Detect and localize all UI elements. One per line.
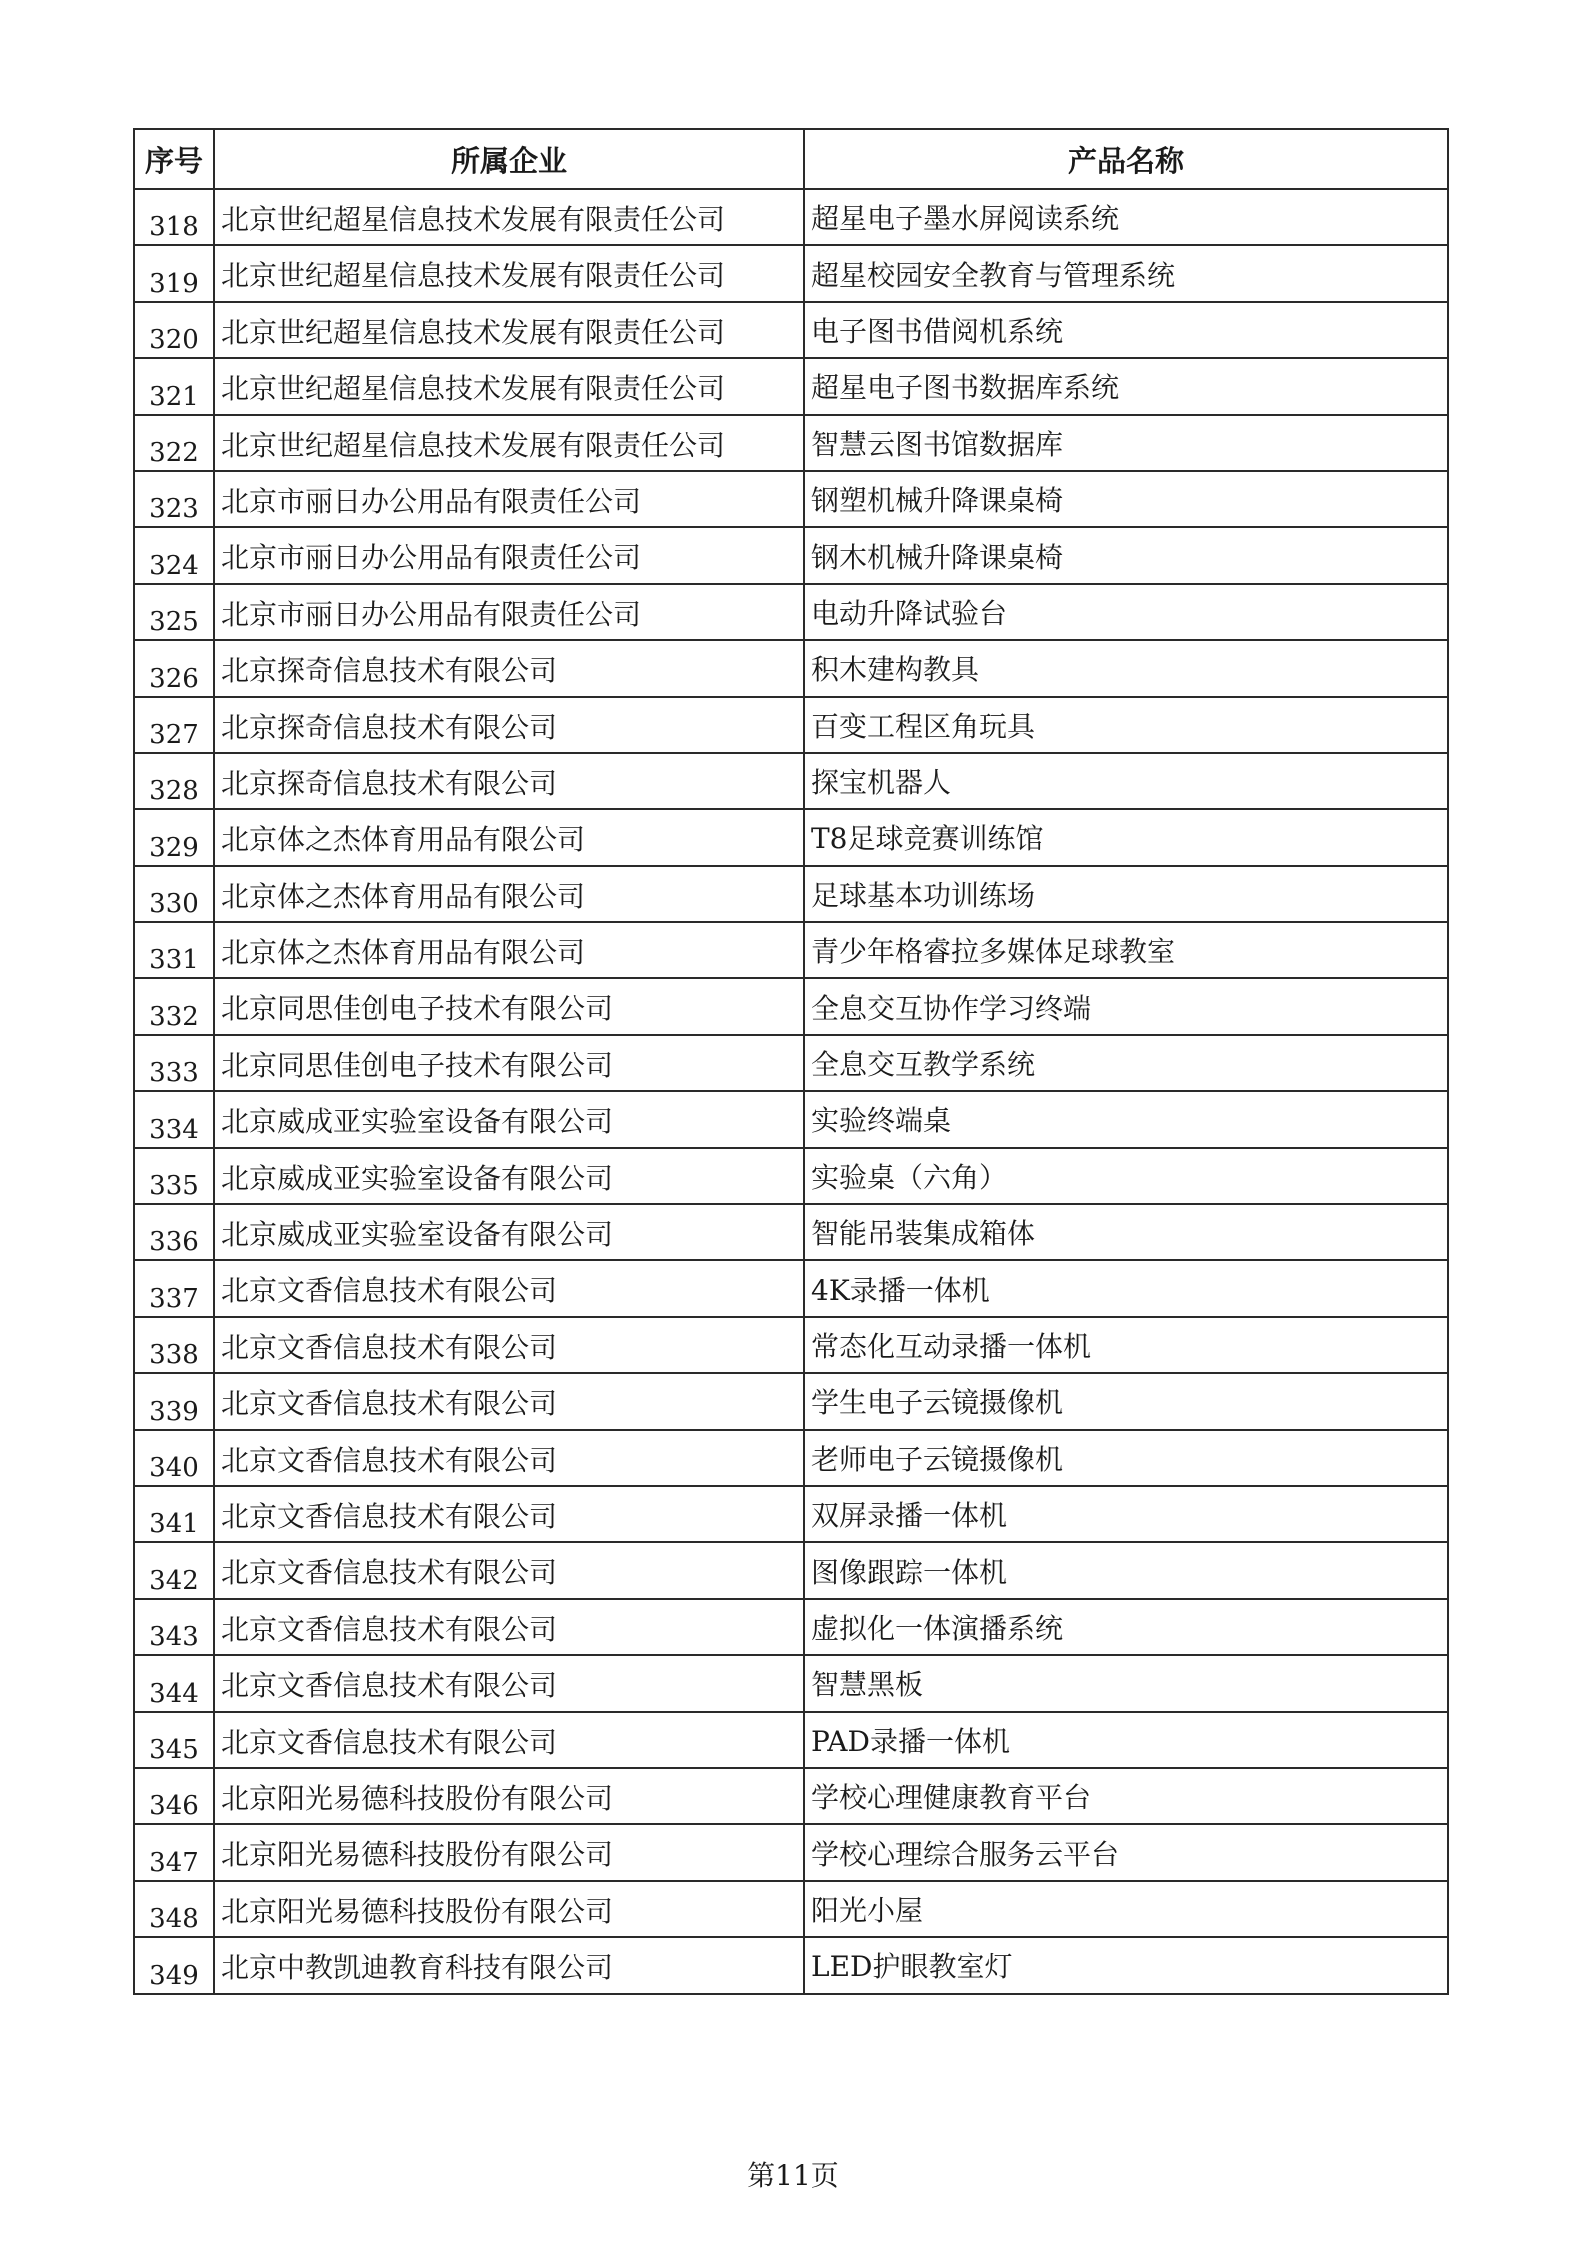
company-cell: 北京文香信息技术有限公司	[214, 1430, 804, 1486]
serial-number-cell: 348	[134, 1881, 214, 1937]
serial-number-cell: 331	[134, 922, 214, 978]
table-row	[134, 809, 1448, 865]
table-row	[134, 978, 1448, 1034]
serial-number-cell: 339	[134, 1373, 214, 1429]
product-name-cell: 足球基本功训练场	[804, 866, 1448, 922]
product-name-cell: 学生电子云镜摄像机	[804, 1373, 1448, 1429]
product-name-cell: 青少年格睿拉多媒体足球教室	[804, 922, 1448, 978]
serial-number-cell: 323	[134, 471, 214, 527]
table-row	[134, 584, 1448, 640]
company-cell: 北京威成亚实验室设备有限公司	[214, 1091, 804, 1147]
table-row	[134, 527, 1448, 583]
serial-number-cell: 349	[134, 1937, 214, 1993]
table-row	[134, 1204, 1448, 1260]
company-cell: 北京探奇信息技术有限公司	[214, 697, 804, 753]
serial-number-cell: 344	[134, 1655, 214, 1711]
serial-number-cell: 347	[134, 1824, 214, 1880]
header-company: 所属企业	[214, 129, 804, 189]
serial-number-cell: 334	[134, 1091, 214, 1147]
company-cell: 北京探奇信息技术有限公司	[214, 640, 804, 696]
company-cell: 北京世纪超星信息技术发展有限责任公司	[214, 245, 804, 301]
product-name-cell: 学校心理综合服务云平台	[804, 1824, 1448, 1880]
table-row	[134, 753, 1448, 809]
product-name-cell: 超星校园安全教育与管理系统	[804, 245, 1448, 301]
company-cell: 北京世纪超星信息技术发展有限责任公司	[214, 189, 804, 245]
product-name-cell: 全息交互协作学习终端	[804, 978, 1448, 1034]
serial-number-cell: 333	[134, 1035, 214, 1091]
table-row	[134, 1542, 1448, 1598]
product-name-cell: 常态化互动录播一体机	[804, 1317, 1448, 1373]
table-row	[134, 1599, 1448, 1655]
product-table	[133, 128, 1449, 1995]
table-row	[134, 1486, 1448, 1542]
table-row	[134, 1091, 1448, 1147]
serial-number-cell: 322	[134, 415, 214, 471]
table-row	[134, 358, 1448, 414]
serial-number-cell: 327	[134, 697, 214, 753]
company-cell: 北京体之杰体育用品有限公司	[214, 866, 804, 922]
table-row	[134, 1655, 1448, 1711]
product-name-cell: 百变工程区角玩具	[804, 697, 1448, 753]
product-name-cell: 全息交互教学系统	[804, 1035, 1448, 1091]
product-name-cell: 实验终端桌	[804, 1091, 1448, 1147]
serial-number-cell: 338	[134, 1317, 214, 1373]
table-body	[134, 189, 1448, 1994]
company-cell: 北京阳光易德科技股份有限公司	[214, 1768, 804, 1824]
table-row	[134, 1260, 1448, 1316]
company-cell: 北京同思佳创电子技术有限公司	[214, 1035, 804, 1091]
company-cell: 北京体之杰体育用品有限公司	[214, 809, 804, 865]
company-cell: 北京中教凯迪教育科技有限公司	[214, 1937, 804, 1993]
product-name-cell: 实验桌（六角）	[804, 1148, 1448, 1204]
product-name-cell: 智能吊装集成箱体	[804, 1204, 1448, 1260]
serial-number-cell: 321	[134, 358, 214, 414]
table-row	[134, 189, 1448, 245]
serial-number-cell: 337	[134, 1260, 214, 1316]
serial-number-cell: 319	[134, 245, 214, 301]
product-name-cell: 电子图书借阅机系统	[804, 302, 1448, 358]
table-row	[134, 1148, 1448, 1204]
product-name-cell: 智慧黑板	[804, 1655, 1448, 1711]
company-cell: 北京体之杰体育用品有限公司	[214, 922, 804, 978]
product-name-cell: 钢木机械升降课桌椅	[804, 527, 1448, 583]
table-row	[134, 1937, 1448, 1993]
table-header-row	[134, 129, 1448, 189]
product-name-cell: 双屏录播一体机	[804, 1486, 1448, 1542]
company-cell: 北京威成亚实验室设备有限公司	[214, 1204, 804, 1260]
company-cell: 北京文香信息技术有限公司	[214, 1542, 804, 1598]
table-row	[134, 1317, 1448, 1373]
serial-number-cell: 329	[134, 809, 214, 865]
company-cell: 北京文香信息技术有限公司	[214, 1317, 804, 1373]
product-name-cell: T8足球竞赛训练馆	[804, 809, 1448, 865]
table-row	[134, 1430, 1448, 1486]
serial-number-cell: 328	[134, 753, 214, 809]
company-cell: 北京世纪超星信息技术发展有限责任公司	[214, 302, 804, 358]
company-cell: 北京威成亚实验室设备有限公司	[214, 1148, 804, 1204]
table-header	[134, 129, 1448, 189]
header-serial-number: 序号	[134, 129, 214, 189]
table-row	[134, 1768, 1448, 1824]
table-row	[134, 1881, 1448, 1937]
serial-number-cell: 343	[134, 1599, 214, 1655]
table-row	[134, 640, 1448, 696]
serial-number-cell: 330	[134, 866, 214, 922]
serial-number-cell: 342	[134, 1542, 214, 1598]
table-row	[134, 922, 1448, 978]
company-cell: 北京文香信息技术有限公司	[214, 1712, 804, 1768]
product-name-cell: 4K录播一体机	[804, 1260, 1448, 1316]
product-name-cell: PAD录播一体机	[804, 1712, 1448, 1768]
product-name-cell: 老师电子云镜摄像机	[804, 1430, 1448, 1486]
serial-number-cell: 346	[134, 1768, 214, 1824]
company-cell: 北京市丽日办公用品有限责任公司	[214, 584, 804, 640]
serial-number-cell: 336	[134, 1204, 214, 1260]
product-name-cell: 超星电子图书数据库系统	[804, 358, 1448, 414]
table-row	[134, 866, 1448, 922]
serial-number-cell: 324	[134, 527, 214, 583]
product-name-cell: 探宝机器人	[804, 753, 1448, 809]
serial-number-cell: 318	[134, 189, 214, 245]
table-row	[134, 245, 1448, 301]
company-cell: 北京市丽日办公用品有限责任公司	[214, 527, 804, 583]
product-name-cell: 图像跟踪一体机	[804, 1542, 1448, 1598]
serial-number-cell: 335	[134, 1148, 214, 1204]
serial-number-cell: 332	[134, 978, 214, 1034]
product-name-cell: 钢塑机械升降课桌椅	[804, 471, 1448, 527]
table-row	[134, 1035, 1448, 1091]
company-cell: 北京阳光易德科技股份有限公司	[214, 1824, 804, 1880]
company-cell: 北京市丽日办公用品有限责任公司	[214, 471, 804, 527]
company-cell: 北京阳光易德科技股份有限公司	[214, 1881, 804, 1937]
serial-number-cell: 326	[134, 640, 214, 696]
serial-number-cell: 325	[134, 584, 214, 640]
company-cell: 北京文香信息技术有限公司	[214, 1373, 804, 1429]
company-cell: 北京文香信息技术有限公司	[214, 1599, 804, 1655]
table-row	[134, 1712, 1448, 1768]
product-name-cell: LED护眼教室灯	[804, 1937, 1448, 1993]
company-cell: 北京文香信息技术有限公司	[214, 1486, 804, 1542]
product-name-cell: 智慧云图书馆数据库	[804, 415, 1448, 471]
table-row	[134, 471, 1448, 527]
table-row	[134, 1373, 1448, 1429]
company-cell: 北京同思佳创电子技术有限公司	[214, 978, 804, 1034]
serial-number-cell: 340	[134, 1430, 214, 1486]
product-name-cell: 超星电子墨水屏阅读系统	[804, 189, 1448, 245]
company-cell: 北京文香信息技术有限公司	[214, 1260, 804, 1316]
company-cell: 北京世纪超星信息技术发展有限责任公司	[214, 415, 804, 471]
table-row	[134, 415, 1448, 471]
company-cell: 北京世纪超星信息技术发展有限责任公司	[214, 358, 804, 414]
table-row	[134, 1824, 1448, 1880]
product-name-cell: 电动升降试验台	[804, 584, 1448, 640]
serial-number-cell: 345	[134, 1712, 214, 1768]
table-row	[134, 697, 1448, 753]
serial-number-cell: 341	[134, 1486, 214, 1542]
product-name-cell: 阳光小屋	[804, 1881, 1448, 1937]
company-cell: 北京探奇信息技术有限公司	[214, 753, 804, 809]
table-row	[134, 302, 1448, 358]
company-cell: 北京文香信息技术有限公司	[214, 1655, 804, 1711]
product-name-cell: 学校心理健康教育平台	[804, 1768, 1448, 1824]
product-name-cell: 积木建构教具	[804, 640, 1448, 696]
header-product-name: 产品名称	[804, 129, 1448, 189]
serial-number-cell: 320	[134, 302, 214, 358]
product-name-cell: 虚拟化一体演播系统	[804, 1599, 1448, 1655]
page-number: 第11页	[747, 2159, 839, 2192]
